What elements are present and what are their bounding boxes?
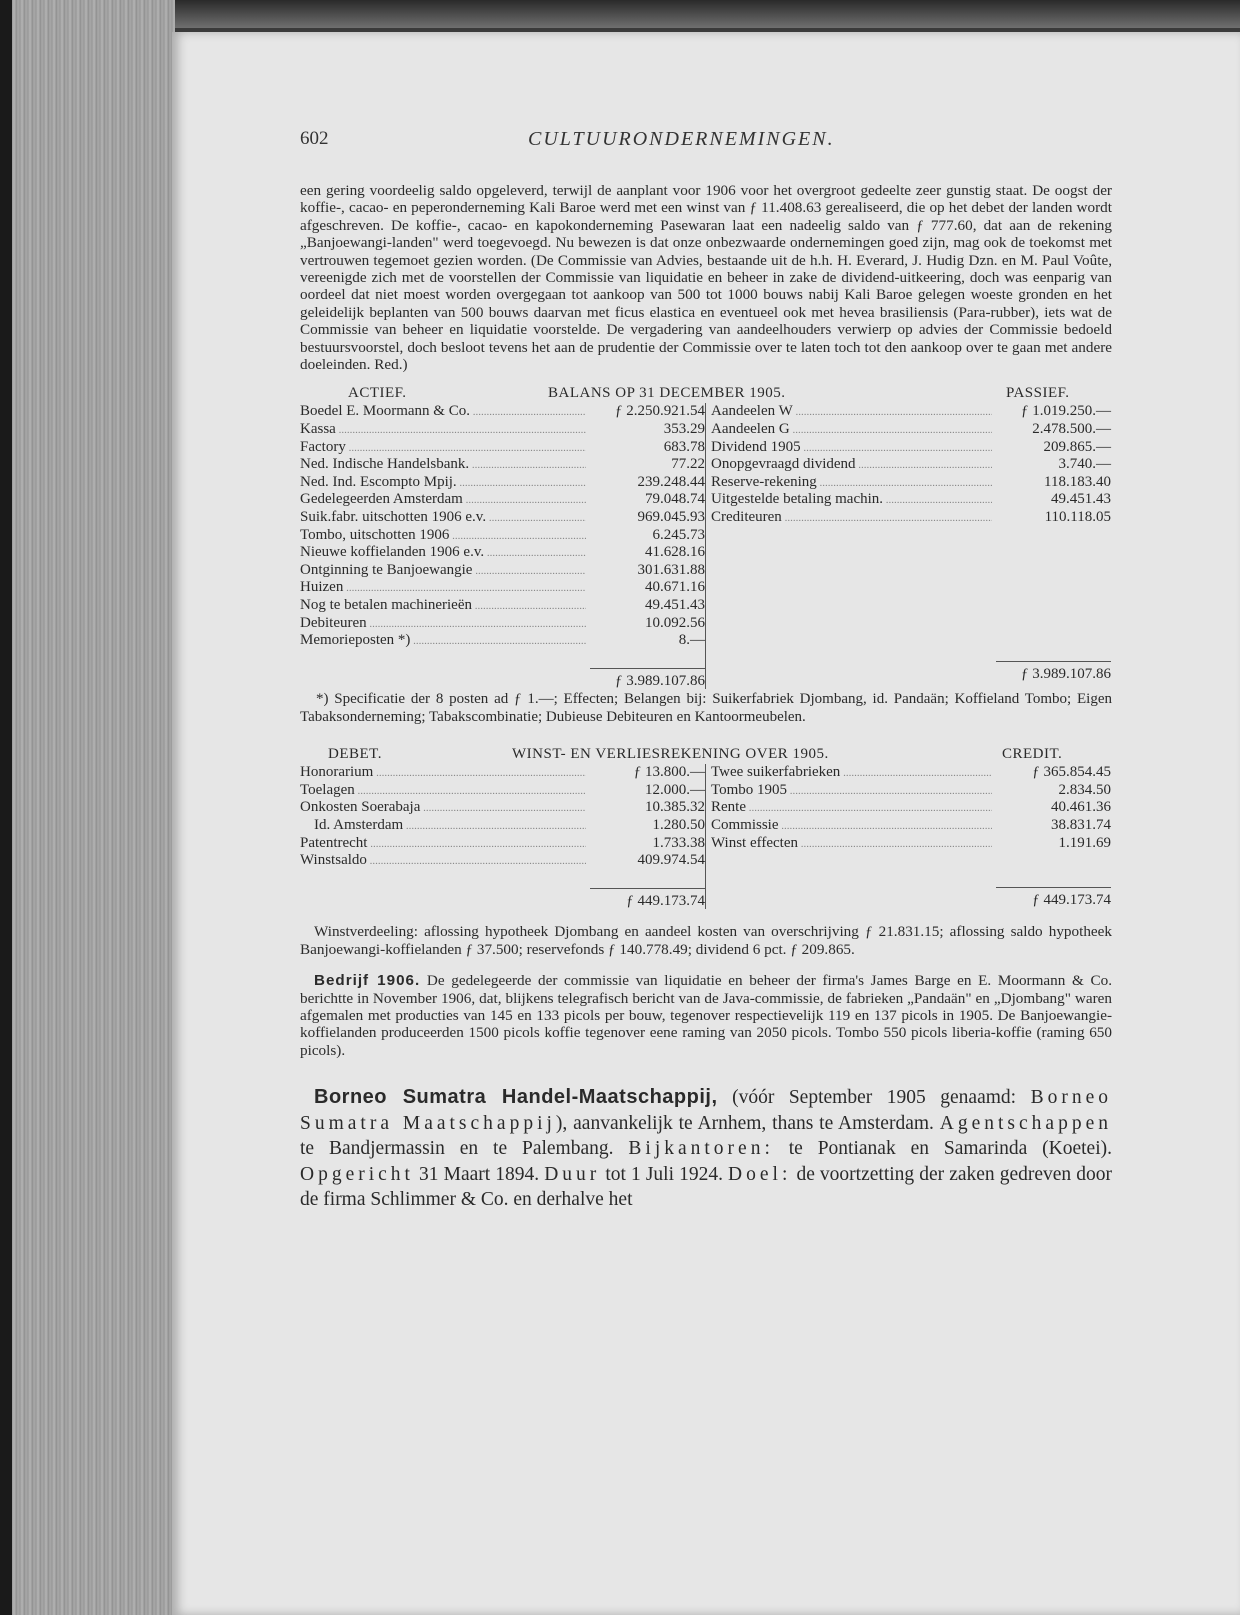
row-amount: 2.478.500.—: [1032, 421, 1111, 438]
company-text: tot 1 Juli 1924.: [600, 1163, 729, 1185]
row-label: Factory .....: [300, 439, 586, 457]
row-label: Onopgevraagd dividend .....: [711, 456, 992, 474]
row-amount: 2.834.50: [1058, 781, 1111, 798]
profit-loss-account: [300, 764, 1112, 909]
company-entry: [300, 1085, 1112, 1213]
passief-column: [706, 403, 1111, 689]
pl-header: [300, 746, 1112, 764]
row-amount: 3.740.—: [1058, 456, 1111, 473]
keyword-agentschappen: Agentschappen: [939, 1112, 1112, 1134]
table-row: [300, 817, 705, 835]
table-row: [711, 439, 1111, 457]
table-row: [300, 579, 705, 597]
row-label: Uitgestelde betaling machin. .....: [711, 491, 992, 509]
row-amount: 301.631.88: [637, 561, 705, 578]
spacer: [711, 527, 1111, 544]
spacer: [711, 560, 1111, 577]
row-amount: 10.385.32: [645, 799, 705, 816]
table-row: [300, 835, 705, 853]
row-amount: 12.000.—: [645, 781, 705, 798]
row-amount: ƒ 2.250.921.54: [615, 403, 705, 420]
row-label: Suik.fabr. uitschotten 1906 e.v. .....: [300, 509, 586, 527]
row-label: Reserve-rekening .....: [711, 474, 992, 492]
row-label: Winst effecten .....: [711, 835, 992, 853]
company-text: (vóór September 1905 genaamd:: [717, 1087, 1031, 1109]
table-row: [300, 562, 705, 580]
table-row: [300, 491, 705, 509]
credit-header: CREDIT.: [1002, 746, 1063, 763]
row-label: Debiteuren .....: [300, 615, 586, 633]
row-amount: 239.248.44: [637, 473, 705, 490]
debet-column: [300, 764, 706, 909]
balance-sheet: [300, 403, 1112, 689]
table-row: [711, 799, 1111, 817]
winstverdeeling-paragraph: Winstverdeeling: aflossing hypotheek Djombang en aandeel kosten van overschrijving ƒ 21.831.15; aflossing saldo hypotheek Banjoewangi-koffielanden ƒ 37.500; reservefonds ƒ 140.778.49; dividend 6 pct. ƒ 209.865.: [300, 923, 1112, 958]
row-label: Huizen .....: [300, 579, 586, 597]
row-label: Patentrecht .....: [300, 835, 586, 853]
row-amount: 110.118.05: [1044, 509, 1111, 526]
row-label: Toelagen .....: [300, 782, 586, 800]
table-row: [711, 456, 1111, 474]
total-amount: ƒ 449.173.74: [1032, 891, 1111, 908]
row-amount: 10.092.56: [645, 614, 705, 631]
company-text: te Pontianak en Samarinda (Koetei).: [773, 1138, 1112, 1160]
row-label: Rente .....: [711, 799, 992, 817]
table-row: [300, 439, 705, 457]
table-row: [300, 403, 705, 421]
row-amount: 409.974.54: [637, 852, 705, 869]
table-row: [711, 474, 1111, 492]
table-row: [300, 852, 705, 870]
row-label: Ontginning te Banjoewangie .....: [300, 562, 586, 580]
keyword-bijkantoren: Bijkantoren:: [628, 1138, 774, 1160]
row-amount: 6.245.73: [652, 526, 705, 543]
total-row: [711, 666, 1111, 683]
bedrijf-1906-paragraph: [300, 972, 1112, 1059]
row-label: Ned. Indische Handelsbank. .....: [300, 456, 586, 474]
total-row: [300, 893, 705, 910]
row-label: Id. Amsterdam .....: [300, 817, 586, 835]
table-row: [300, 632, 705, 650]
row-label: Winstsaldo .....: [300, 852, 586, 870]
balance-sheet-header: [300, 385, 1112, 403]
page-number: 602: [300, 128, 329, 149]
table-row: [300, 421, 705, 439]
table-row: [300, 544, 705, 562]
row-label: Ned. Ind. Escompto Mpij. .....: [300, 474, 586, 492]
row-label: Tombo 1905 .....: [711, 782, 992, 800]
row-amount: 41.628.16: [645, 544, 705, 561]
running-title: CULTUURONDERNEMINGEN.: [528, 128, 835, 150]
row-label: Honorarium .....: [300, 764, 586, 782]
table-row: [300, 764, 705, 782]
debet-header: DEBET.: [328, 746, 382, 763]
table-row: [711, 491, 1111, 509]
table-row: [711, 835, 1111, 853]
balance-sheet-title: BALANS OP 31 DECEMBER 1905.: [548, 385, 786, 402]
book-page-edges: [0, 0, 175, 1615]
bedrijf-lead: Bedrijf 1906.: [314, 972, 421, 990]
bedrijf-text: De gedelegeerde der commissie van liquidatie en beheer der firma's James Barge en E. Moormann & Co. berichtte in November 1906, dat, blijkens telegrafisch bericht van de Java-commissie, de fabrieken „Pandaän" en „Djombang" waren afgemalen met producties van 145 en 133 picols per bouw, tegenover respectievelijk 119 en 137 picols in 1905. De Banjoewangie-koffielanden produceerden 1500 picols koffie tegenover eene raming van 2050 picols. Tombo 550 picols liberia-koffie (raming 650 picols).: [300, 972, 1112, 1059]
company-text: 31 Maart 1894.: [413, 1163, 545, 1185]
total-row: [300, 673, 705, 690]
spacer: [711, 593, 1111, 610]
keyword-opgericht: Opgericht: [300, 1163, 414, 1185]
row-label: Boedel E. Moormann & Co. .....: [300, 403, 586, 421]
row-amount: 353.29: [663, 421, 705, 438]
row-amount: 209.865.—: [1043, 438, 1111, 455]
table-row: [300, 799, 705, 817]
row-amount: 79.048.74: [645, 491, 705, 508]
keyword-doel: Doel:: [728, 1163, 792, 1185]
row-amount: 38.831.74: [1051, 816, 1111, 833]
actief-header: ACTIEF.: [348, 385, 407, 402]
row-amount: ƒ 1.019.250.—: [1021, 403, 1111, 420]
company-text: te Bandjermassin en te Palembang.: [300, 1138, 629, 1160]
row-label: Tombo, uitschotten 1906 .....: [300, 527, 586, 545]
table-row: [300, 597, 705, 615]
running-head: [300, 126, 1112, 162]
company-name: Borneo Sumatra Handel-Maatschappij,: [314, 1086, 718, 1109]
row-amount: 40.671.16: [645, 579, 705, 596]
spacer: [711, 852, 1111, 869]
total-amount: ƒ 3.989.107.86: [1021, 665, 1111, 682]
row-amount: 118.183.40: [1044, 473, 1111, 490]
row-label: Dividend 1905 .....: [711, 439, 992, 457]
page-content: [300, 126, 1112, 1232]
row-label: Aandeelen W .....: [711, 403, 992, 421]
credit-column: [706, 764, 1111, 909]
row-amount: 1.733.38: [652, 834, 705, 851]
table-row: [300, 782, 705, 800]
row-amount: ƒ 365.854.45: [1032, 764, 1111, 781]
row-amount: 1.280.50: [652, 816, 705, 833]
company-text: ), aanvankelijk te Arnhem, thans te Amsterdam.: [555, 1112, 940, 1134]
total-amount: ƒ 3.989.107.86: [615, 672, 705, 689]
row-label: Memorieposten *) .....: [300, 632, 586, 650]
row-label: Twee suikerfabrieken .....: [711, 764, 992, 782]
book-spine-shadow: [0, 0, 12, 1615]
row-amount: 49.451.43: [1051, 491, 1111, 508]
row-amount: 683.78: [663, 438, 705, 455]
row-amount: ƒ 13.800.—: [633, 764, 705, 781]
table-row: [711, 509, 1111, 527]
total-row: [711, 892, 1111, 909]
table-row: [711, 764, 1111, 782]
pl-title: WINST- EN VERLIESREKENING OVER 1905.: [512, 746, 829, 763]
row-amount: 8.—: [678, 632, 705, 649]
table-row: [300, 474, 705, 492]
passief-header: PASSIEF.: [1006, 385, 1070, 402]
row-label: Onkosten Soerabaja .....: [300, 799, 586, 817]
table-row: [300, 456, 705, 474]
spacer: [711, 610, 1111, 627]
table-row: [300, 509, 705, 527]
table-row: [711, 403, 1111, 421]
spacer: [711, 626, 1111, 643]
actief-column: [300, 403, 706, 689]
spacer: [711, 543, 1111, 560]
row-label: Kassa .....: [300, 421, 586, 439]
company-text: de voortzetting der zaken gedreven door de firma Schlimmer & Co. en derhalve het: [300, 1163, 1113, 1211]
scan-top-shadow: [0, 0, 1240, 28]
total-amount: ƒ 449.173.74: [626, 892, 705, 909]
row-label: Nieuwe koffielanden 1906 e.v. .....: [300, 544, 586, 562]
row-label: Aandeelen G .....: [711, 421, 992, 439]
keyword-duur: Duur: [544, 1163, 601, 1185]
table-row: [711, 421, 1111, 439]
row-label: Nog te betalen machinerieën .....: [300, 597, 586, 615]
table-row: [711, 817, 1111, 835]
row-amount: 49.451.43: [645, 597, 705, 613]
table-row: [711, 782, 1111, 800]
row-amount: 40.461.36: [1051, 799, 1111, 816]
row-amount: 77.22: [671, 456, 705, 473]
table-row: [300, 527, 705, 545]
former-name: Borneo Sumatra Maatschappij: [300, 1087, 1112, 1134]
row-label: Commissie .....: [711, 817, 992, 835]
row-amount: 1.191.69: [1058, 834, 1111, 851]
intro-paragraph: een gering voordeelig saldo opgeleverd, terwijl de aanplant voor 1906 voor het overgroot gedeelte zeer gunstig staat. De oogst der koffie-, cacao- en peperonderneming Kali Baroe werd met een winst van ƒ 11.408.63 gerealiseerd, die op het debet der landen wordt afgeschreven. De koffie-, cacao- en kapokonderneming Pasewaran laat een nadeelig saldo van ƒ 777.60, dat aan de rekening „Banjoewangi-landen" werd toegevoegd. Nu bewezen is dat onze onbezwaarde ondernemingen goed zijn, mag ook de toekomst met vertrouwen tegemoet gezien worden. (De Commissie van Advies, bestaande uit de h.h. H. Everard, J. Hudig Dzn. en M. Paul Voûte, vereenigde zich met de voorstellen der Commissie van liquidatie en beheer in zake de dividend-uitkeering, doch was eenparig van oordeel dat niet moest worden overgegaan tot aankoop van 500 tot 1000 bouws nabij Kali Baroe gelegen woeste gronden en het geleidelijk beplanten van 500 bouws daarvan met ficus elastica en eventueel ook met hevea brasiliensis (Para-rubber), iets wat de Commissie van beheer en liquidatie voorstelde. De vergadering van aandeelhouders verwierp op advies der Commissie bedoeld bestuursvoorstel, doch besloot tevens het aan de prudentie der Commissie over te laten toch tot den aankoop over te gaan met andere doeleinden. Red.): [300, 182, 1112, 374]
row-amount: 969.045.93: [637, 509, 705, 526]
row-label: Crediteuren .....: [711, 509, 992, 527]
table-row: [300, 615, 705, 633]
spacer: [711, 576, 1111, 593]
balance-footnote: *) Specificatie der 8 posten ad ƒ 1.—; Effecten; Belangen bij: Suikerfabriek Djombang, id. Pandaän; Koffieland Tombo; Eigen Tabaksonderneming; Tabakscombinatie; Dubieuse Debiteuren en Kantoormeubelen.: [300, 691, 1112, 725]
row-label: Gedelegeerden Amsterdam .....: [300, 491, 586, 509]
